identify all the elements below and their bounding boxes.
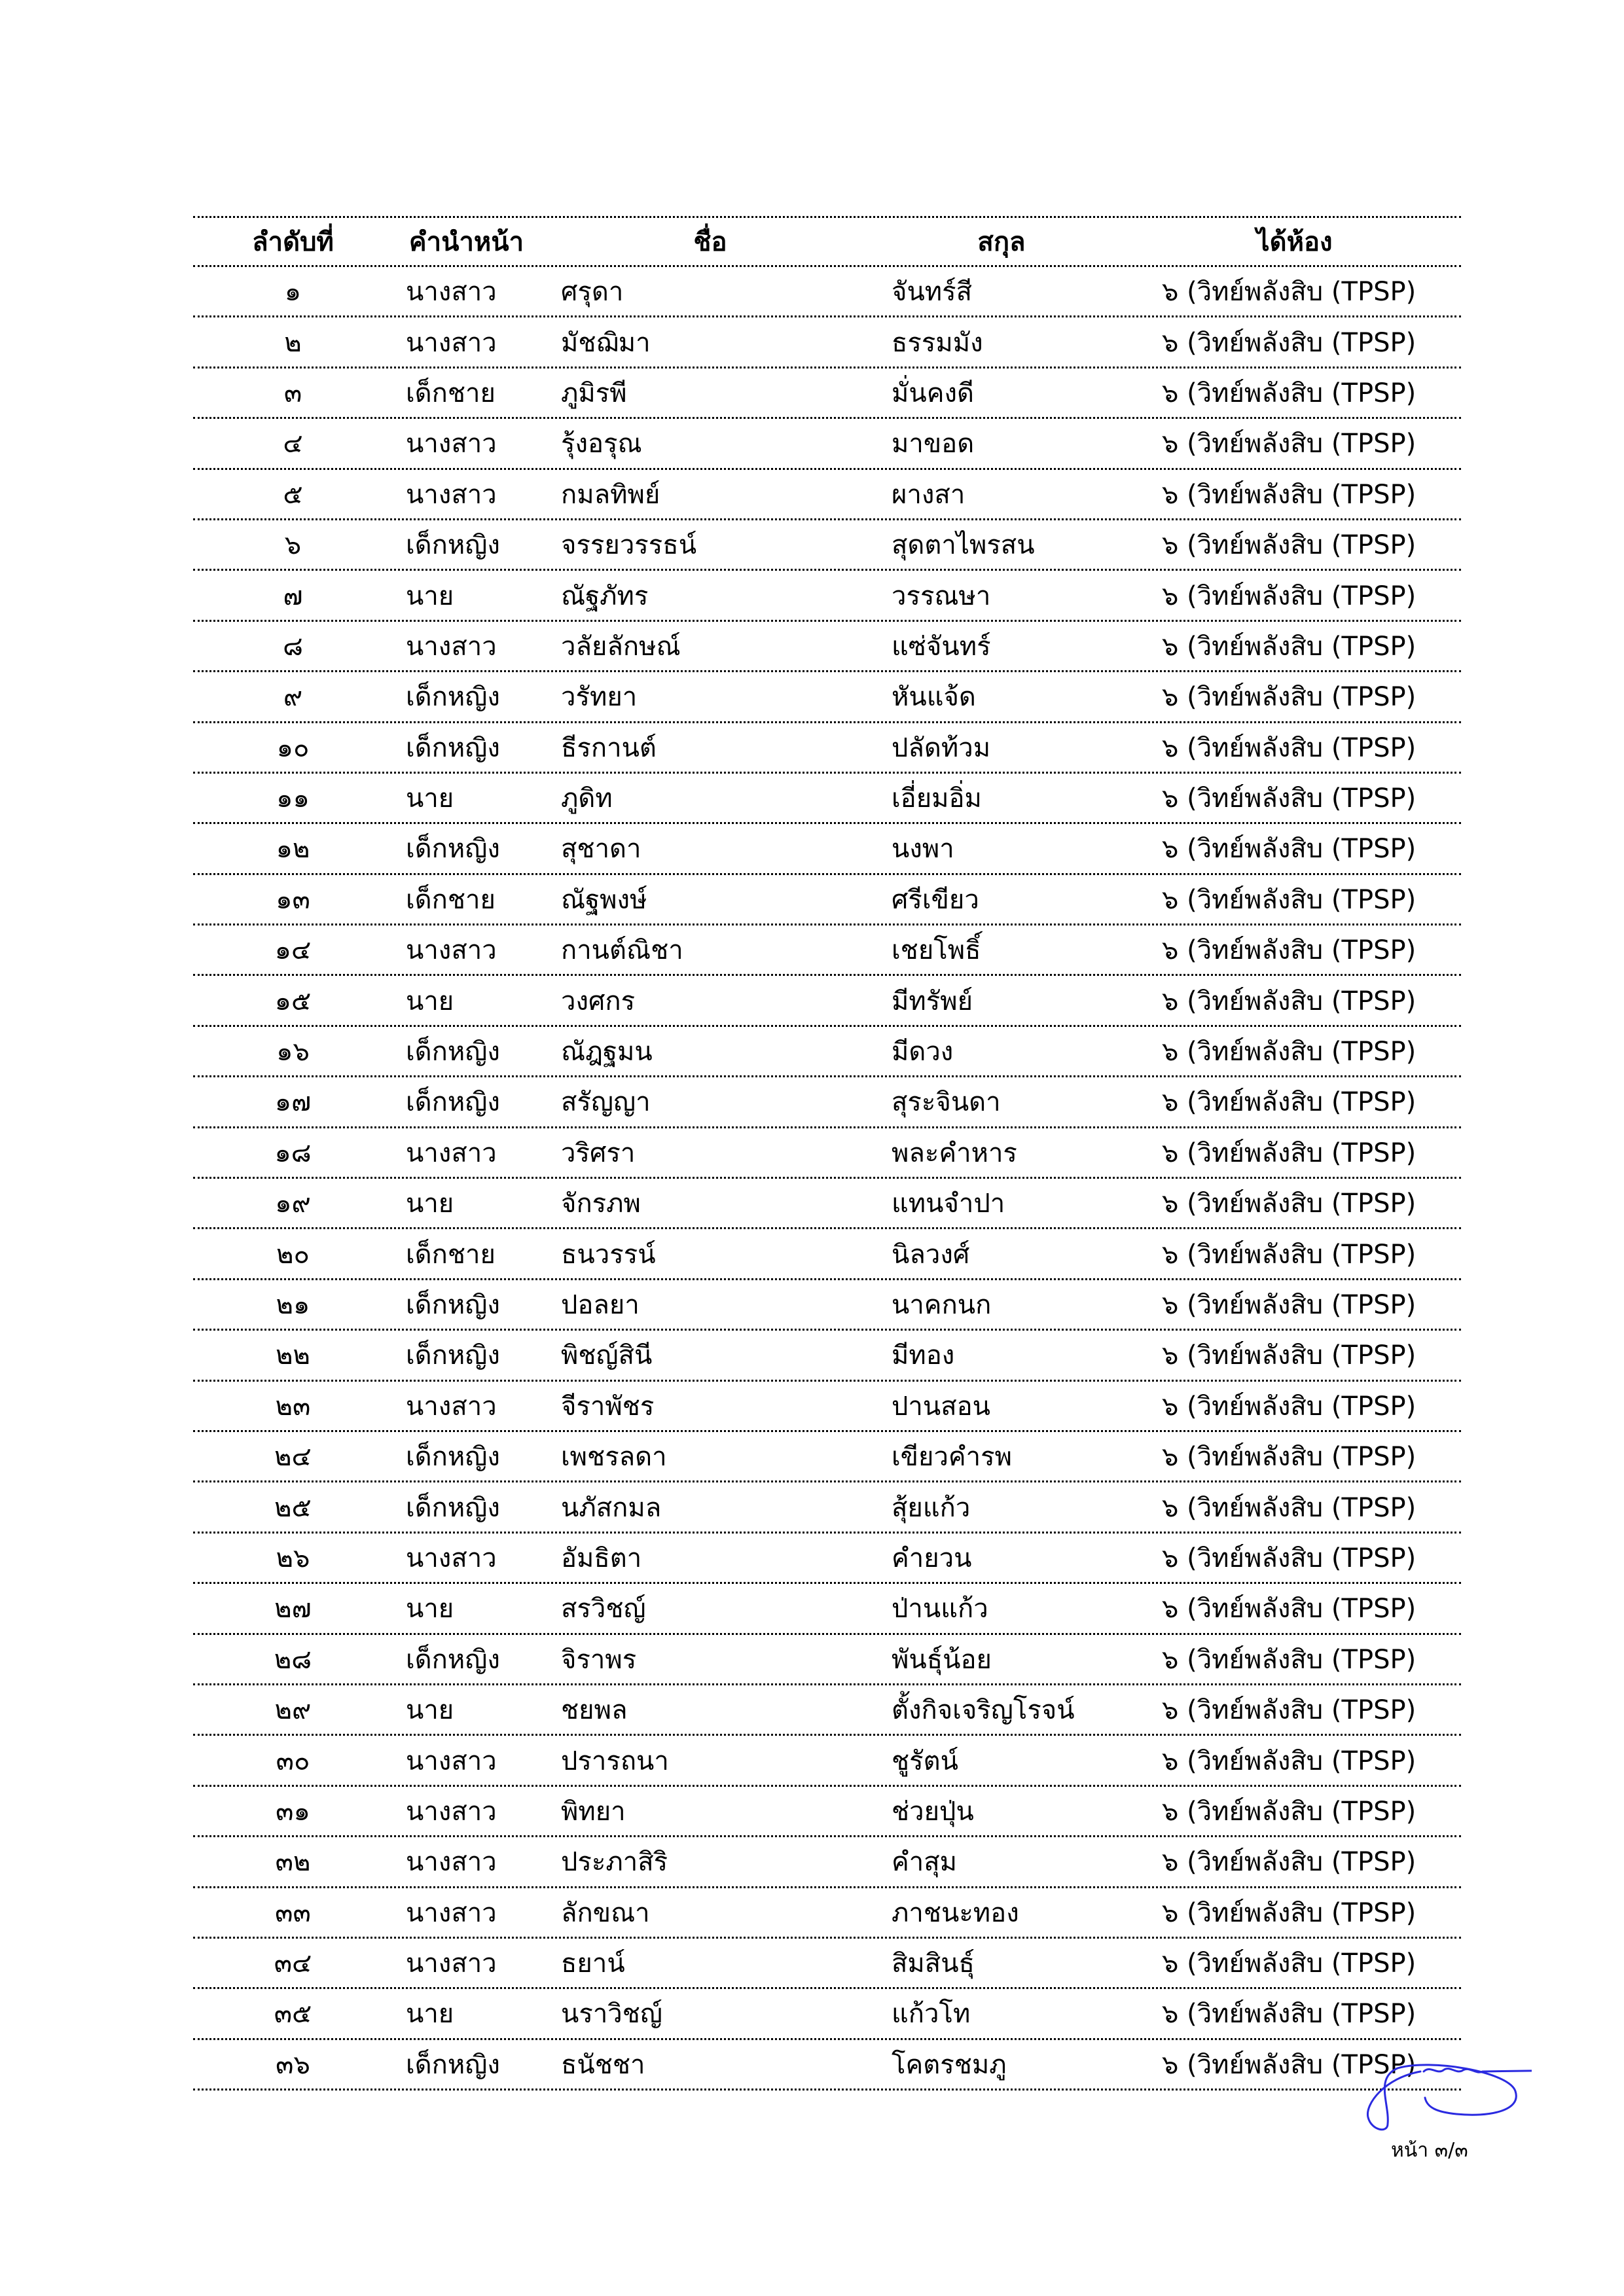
row-number: ๒๑ [276, 1290, 310, 1320]
row-room: ๖ (วิทย์พลังสิบ (TPSP) [1162, 1594, 1416, 1624]
row-number: ๒๖ [276, 1543, 310, 1573]
table-row [193, 723, 1461, 774]
row-room: ๖ (วิทย์พลังสิบ (TPSP) [1162, 884, 1416, 915]
row-surname: ผางสา [892, 479, 965, 510]
row-first-name: วงศกร [561, 986, 636, 1016]
row-first-name: มัชฌิมา [561, 327, 651, 358]
row-first-name: วริศรา [561, 1138, 636, 1168]
row-room: ๖ (วิทย์พลังสิบ (TPSP) [1162, 986, 1416, 1016]
row-number: ๑๓ [276, 884, 310, 915]
header-room: ได้ห้อง [1256, 227, 1333, 257]
row-surname: แทนจำปา [892, 1189, 1005, 1219]
row-number: ๘ [283, 631, 303, 662]
table-row [193, 1432, 1461, 1482]
row-number: ๑๕ [274, 986, 312, 1016]
table-row [193, 520, 1461, 571]
row-room: ๖ (วิทย์พลังสิบ (TPSP) [1162, 935, 1416, 966]
row-room: ๖ (วิทย์พลังสิบ (TPSP) [1162, 1138, 1416, 1168]
row-number: ๒๗ [274, 1594, 312, 1624]
row-first-name: วรัทยา [561, 682, 638, 713]
row-surname: จันทร์สี [892, 277, 973, 308]
row-prefix: นางสาว [406, 1543, 497, 1573]
table-row [193, 824, 1461, 874]
header-surname: สกุล [977, 227, 1026, 257]
row-number: ๒๘ [274, 1644, 312, 1675]
row-prefix: นางสาว [406, 1391, 497, 1422]
row-first-name: ณัฎฐมน [561, 1037, 653, 1067]
row-number: ๑๔ [274, 935, 312, 966]
row-surname: หันแจ้ด [892, 682, 976, 713]
row-room: ๖ (วิทย์พลังสิบ (TPSP) [1162, 530, 1416, 561]
table-row [193, 1331, 1461, 1381]
row-prefix: นาย [406, 783, 454, 814]
table-row [193, 267, 1461, 317]
row-room: ๖ (วิทย์พลังสิบ (TPSP) [1162, 1340, 1416, 1371]
row-surname: สิมสินธุ์ [892, 1948, 975, 1979]
row-surname: สุ้ยแก้ว [892, 1492, 971, 1523]
row-prefix: นางสาว [406, 935, 497, 966]
row-number: ๓๑ [276, 1796, 310, 1827]
row-room: ๖ (วิทย์พลังสิบ (TPSP) [1162, 429, 1416, 459]
row-surname: โคตรชมภู [892, 2049, 1007, 2080]
table-row [193, 1179, 1461, 1229]
row-surname: ปานสอน [892, 1391, 990, 1422]
row-prefix: นาย [406, 1999, 454, 2030]
header-no: ลำดับที่ [252, 227, 334, 257]
row-first-name: ศรุดา [561, 277, 624, 308]
row-prefix: นางสาว [406, 429, 497, 459]
row-number: ๑๗ [274, 1087, 312, 1118]
row-prefix: เด็กชาย [406, 884, 496, 915]
table-row [193, 672, 1461, 723]
row-number: ๑๐ [276, 732, 310, 763]
table-row [193, 1027, 1461, 1077]
row-prefix: เด็กชาย [406, 1239, 496, 1270]
row-surname: แซ่จันทร์ [892, 631, 991, 662]
row-first-name: อัมธิตา [561, 1543, 642, 1573]
row-first-name: วลัยลักษณ์ [561, 631, 681, 662]
row-prefix: เด็กหญิง [406, 732, 500, 763]
row-number: ๗ [283, 581, 303, 611]
row-prefix: นางสาว [406, 631, 497, 662]
row-number: ๒ [284, 327, 302, 358]
row-prefix: นาย [406, 1695, 454, 1726]
row-first-name: เพชรลดา [561, 1442, 667, 1473]
row-prefix: นางสาว [406, 1746, 497, 1776]
row-surname: มาขอด [892, 429, 975, 459]
row-prefix: นางสาว [406, 1847, 497, 1878]
row-number: ๓๕ [274, 1999, 312, 2030]
row-prefix: เด็กหญิง [406, 1087, 500, 1118]
row-surname: เอี่ยมอิ่ม [892, 783, 982, 814]
row-prefix: นาย [406, 986, 454, 1016]
row-first-name: จักรภพ [561, 1189, 641, 1219]
table-row [193, 1584, 1461, 1634]
row-number: ๑๙ [275, 1189, 311, 1219]
row-surname: ช่วยปุ่น [892, 1796, 974, 1827]
row-first-name: ประภาสิริ [561, 1847, 668, 1878]
row-room: ๖ (วิทย์พลังสิบ (TPSP) [1162, 1847, 1416, 1878]
row-room: ๖ (วิทย์พลังสิบ (TPSP) [1162, 1087, 1416, 1118]
row-room: ๖ (วิทย์พลังสิบ (TPSP) [1162, 277, 1416, 308]
table-row [193, 1534, 1461, 1584]
row-first-name: สุชาดา [561, 834, 641, 865]
row-prefix: นาย [406, 1594, 454, 1624]
row-number: ๓๖ [276, 2049, 310, 2080]
row-room: ๖ (วิทย์พลังสิบ (TPSP) [1162, 1189, 1416, 1219]
signature [1358, 2052, 1532, 2137]
table-row [193, 622, 1461, 672]
row-prefix: เด็กหญิง [406, 682, 500, 713]
row-surname: ป่านแก้ว [892, 1594, 988, 1624]
row-surname: สุระจินดา [892, 1087, 1001, 1118]
row-surname: เขียวคำรพ [892, 1442, 1012, 1473]
row-surname: นิลวงศ์ [892, 1239, 970, 1270]
row-surname: ภาชนะทอง [892, 1897, 1019, 1928]
row-number: ๖ [284, 530, 302, 561]
row-first-name: ธนัชชา [561, 2049, 645, 2080]
row-prefix: เด็กหญิง [406, 2049, 500, 2080]
row-surname: นงพา [892, 834, 954, 865]
row-surname: เชยโพธิ์ [892, 935, 981, 966]
row-room: ๖ (วิทย์พลังสิบ (TPSP) [1162, 1391, 1416, 1422]
row-room: ๖ (วิทย์พลังสิบ (TPSP) [1162, 1746, 1416, 1776]
row-number: ๒๓ [275, 1391, 311, 1422]
row-room: ๖ (วิทย์พลังสิบ (TPSP) [1162, 732, 1416, 763]
table-row [193, 1989, 1461, 2039]
row-first-name: พิชญ์สินี [561, 1340, 653, 1371]
row-first-name: สรวิชญ์ [561, 1594, 646, 1624]
row-first-name: ธนวรรน์ [561, 1239, 656, 1270]
header-name: ชื่อ [693, 227, 727, 257]
row-prefix: เด็กหญิง [406, 834, 500, 865]
row-surname: ตั้งกิจเจริญโรจน์ [892, 1695, 1075, 1726]
row-prefix: นาย [406, 1189, 454, 1219]
row-first-name: ภูมิรพี [561, 378, 627, 408]
row-surname: วรรณษา [892, 581, 991, 611]
row-room: ๖ (วิทย์พลังสิบ (TPSP) [1162, 327, 1416, 358]
row-first-name: นราวิชญ์ [561, 1999, 662, 2030]
row-prefix: เด็กชาย [406, 378, 496, 408]
row-room: ๖ (วิทย์พลังสิบ (TPSP) [1162, 479, 1416, 510]
row-room: ๖ (วิทย์พลังสิบ (TPSP) [1162, 1543, 1416, 1573]
table-row [193, 1382, 1461, 1432]
table-row [193, 1685, 1461, 1736]
row-room: ๖ (วิทย์พลังสิบ (TPSP) [1162, 1948, 1416, 1979]
table-row [193, 1280, 1461, 1331]
row-number: ๓๔ [274, 1948, 312, 1979]
row-room: ๖ (วิทย์พลังสิบ (TPSP) [1162, 1037, 1416, 1067]
row-prefix: เด็กหญิง [406, 1340, 500, 1371]
row-first-name: ณัฐพงษ์ [561, 884, 647, 915]
row-surname: มีทรัพย์ [892, 986, 973, 1016]
table-row [193, 1128, 1461, 1179]
row-surname: พละคำหาร [892, 1138, 1017, 1168]
row-room: ๖ (วิทย์พลังสิบ (TPSP) [1162, 378, 1416, 408]
table-row [193, 1888, 1461, 1939]
row-number: ๓๐ [276, 1746, 310, 1776]
row-room: ๖ (วิทย์พลังสิบ (TPSP) [1162, 682, 1416, 713]
row-prefix: เด็กหญิง [406, 1442, 500, 1473]
row-room: ๖ (วิทย์พลังสิบ (TPSP) [1162, 1239, 1416, 1270]
table-row [193, 1736, 1461, 1786]
row-number: ๑๑ [276, 783, 310, 814]
table-body [193, 267, 1461, 2090]
table-row [193, 1635, 1461, 1685]
row-prefix: นางสาว [406, 1796, 497, 1827]
row-number: ๙ [283, 682, 303, 713]
row-room: ๖ (วิทย์พลังสิบ (TPSP) [1162, 834, 1416, 865]
table-row [193, 571, 1461, 621]
row-prefix: นาย [406, 581, 454, 611]
row-first-name: รุ้งอรุณ [561, 429, 642, 459]
table-row [193, 1837, 1461, 1888]
row-first-name: สรัญญา [561, 1087, 651, 1118]
student-room-table [193, 216, 1461, 2090]
row-room: ๖ (วิทย์พลังสิบ (TPSP) [1162, 631, 1416, 662]
table-row [193, 774, 1461, 824]
row-surname: ศรีเขียว [892, 884, 979, 915]
row-first-name: ลักขณา [561, 1897, 650, 1928]
row-number: ๕ [283, 479, 303, 510]
row-room: ๖ (วิทย์พลังสิบ (TPSP) [1162, 2049, 1416, 2080]
row-first-name: นภัสกมล [561, 1492, 662, 1523]
table-row [193, 470, 1461, 520]
table-row [193, 368, 1461, 419]
row-room: ๖ (วิทย์พลังสิบ (TPSP) [1162, 1999, 1416, 2030]
row-number: ๒๙ [274, 1695, 312, 1726]
row-number: ๒๕ [274, 1492, 312, 1523]
row-room: ๖ (วิทย์พลังสิบ (TPSP) [1162, 783, 1416, 814]
row-number: ๔ [283, 429, 303, 459]
row-surname: นาคกนก [892, 1290, 992, 1320]
row-prefix: เด็กหญิง [406, 1037, 500, 1067]
row-first-name: ปอลยา [561, 1290, 640, 1320]
row-first-name: ณัฐภัทร [561, 581, 649, 611]
row-number: ๑๒ [276, 834, 310, 865]
row-first-name: จรรยวรรธน์ [561, 530, 697, 561]
row-prefix: เด็กหญิง [406, 530, 500, 561]
table-row [193, 1482, 1461, 1533]
row-surname: ปลัดท้วม [892, 732, 991, 763]
table-row [193, 1077, 1461, 1128]
table-row [193, 976, 1461, 1026]
row-room: ๖ (วิทย์พลังสิบ (TPSP) [1162, 1290, 1416, 1320]
row-prefix: เด็กหญิง [406, 1492, 500, 1523]
row-first-name: ภูดิท [561, 783, 613, 814]
row-first-name: ธยาน์ [561, 1948, 625, 1979]
row-first-name: ชยพล [561, 1695, 628, 1726]
row-room: ๖ (วิทย์พลังสิบ (TPSP) [1162, 581, 1416, 611]
row-room: ๖ (วิทย์พลังสิบ (TPSP) [1162, 1644, 1416, 1675]
row-surname: แก้วโท [892, 1999, 971, 2030]
row-number: ๒๔ [274, 1442, 312, 1473]
row-first-name: จีราพัชร [561, 1391, 655, 1422]
row-first-name: ปรารถนา [561, 1746, 669, 1776]
row-room: ๖ (วิทย์พลังสิบ (TPSP) [1162, 1796, 1416, 1827]
row-prefix: นางสาว [406, 1948, 497, 1979]
table-row [193, 1939, 1461, 1989]
row-surname: สุดตาไพรสน [892, 530, 1035, 561]
row-surname: พันธุ์น้อย [892, 1644, 992, 1675]
row-prefix: นางสาว [406, 1138, 497, 1168]
row-first-name: กานต์ณิชา [561, 935, 683, 966]
row-number: ๑๖ [276, 1037, 310, 1067]
header-prefix: คำนำหน้า [408, 227, 524, 257]
row-room: ๖ (วิทย์พลังสิบ (TPSP) [1162, 1897, 1416, 1928]
row-room: ๖ (วิทย์พลังสิบ (TPSP) [1162, 1492, 1416, 1523]
table-row [193, 2040, 1461, 2090]
row-surname: คำสุม [892, 1847, 957, 1878]
row-surname: มีทอง [892, 1340, 955, 1371]
page-number: หน้า ๓/๓ [1391, 2139, 1468, 2162]
row-number: ๑๘ [274, 1138, 312, 1168]
row-surname: ธรรมมัง [892, 327, 983, 358]
row-surname: ชูรัตน์ [892, 1746, 958, 1776]
row-first-name: พิทยา [561, 1796, 626, 1827]
row-surname: มั่นคงดี [892, 378, 974, 408]
row-surname: คำยวน [892, 1543, 972, 1573]
row-number: ๒๐ [276, 1239, 310, 1270]
table-row [193, 875, 1461, 925]
row-prefix: นางสาว [406, 327, 497, 358]
row-number: ๓ [283, 378, 302, 408]
table-row [193, 419, 1461, 469]
row-prefix: เด็กหญิง [406, 1290, 500, 1320]
table-row [193, 317, 1461, 368]
row-surname: มีดวง [892, 1037, 954, 1067]
row-first-name: ธีรกานต์ [561, 732, 657, 763]
row-prefix: นางสาว [406, 1897, 497, 1928]
row-room: ๖ (วิทย์พลังสิบ (TPSP) [1162, 1442, 1416, 1473]
row-number: ๒๒ [276, 1340, 310, 1371]
table-row [193, 925, 1461, 976]
row-prefix: นางสาว [406, 479, 497, 510]
row-prefix: เด็กหญิง [406, 1644, 500, 1675]
table-header [193, 216, 1461, 267]
row-number: ๑ [284, 277, 302, 308]
row-prefix: นางสาว [406, 277, 497, 308]
row-room: ๖ (วิทย์พลังสิบ (TPSP) [1162, 1695, 1416, 1726]
row-number: ๓๓ [275, 1897, 311, 1928]
row-first-name: กมลทิพย์ [561, 479, 660, 510]
table-row [193, 1229, 1461, 1280]
row-number: ๓๒ [275, 1847, 311, 1878]
row-first-name: จิราพร [561, 1644, 637, 1675]
table-row [193, 1787, 1461, 1837]
